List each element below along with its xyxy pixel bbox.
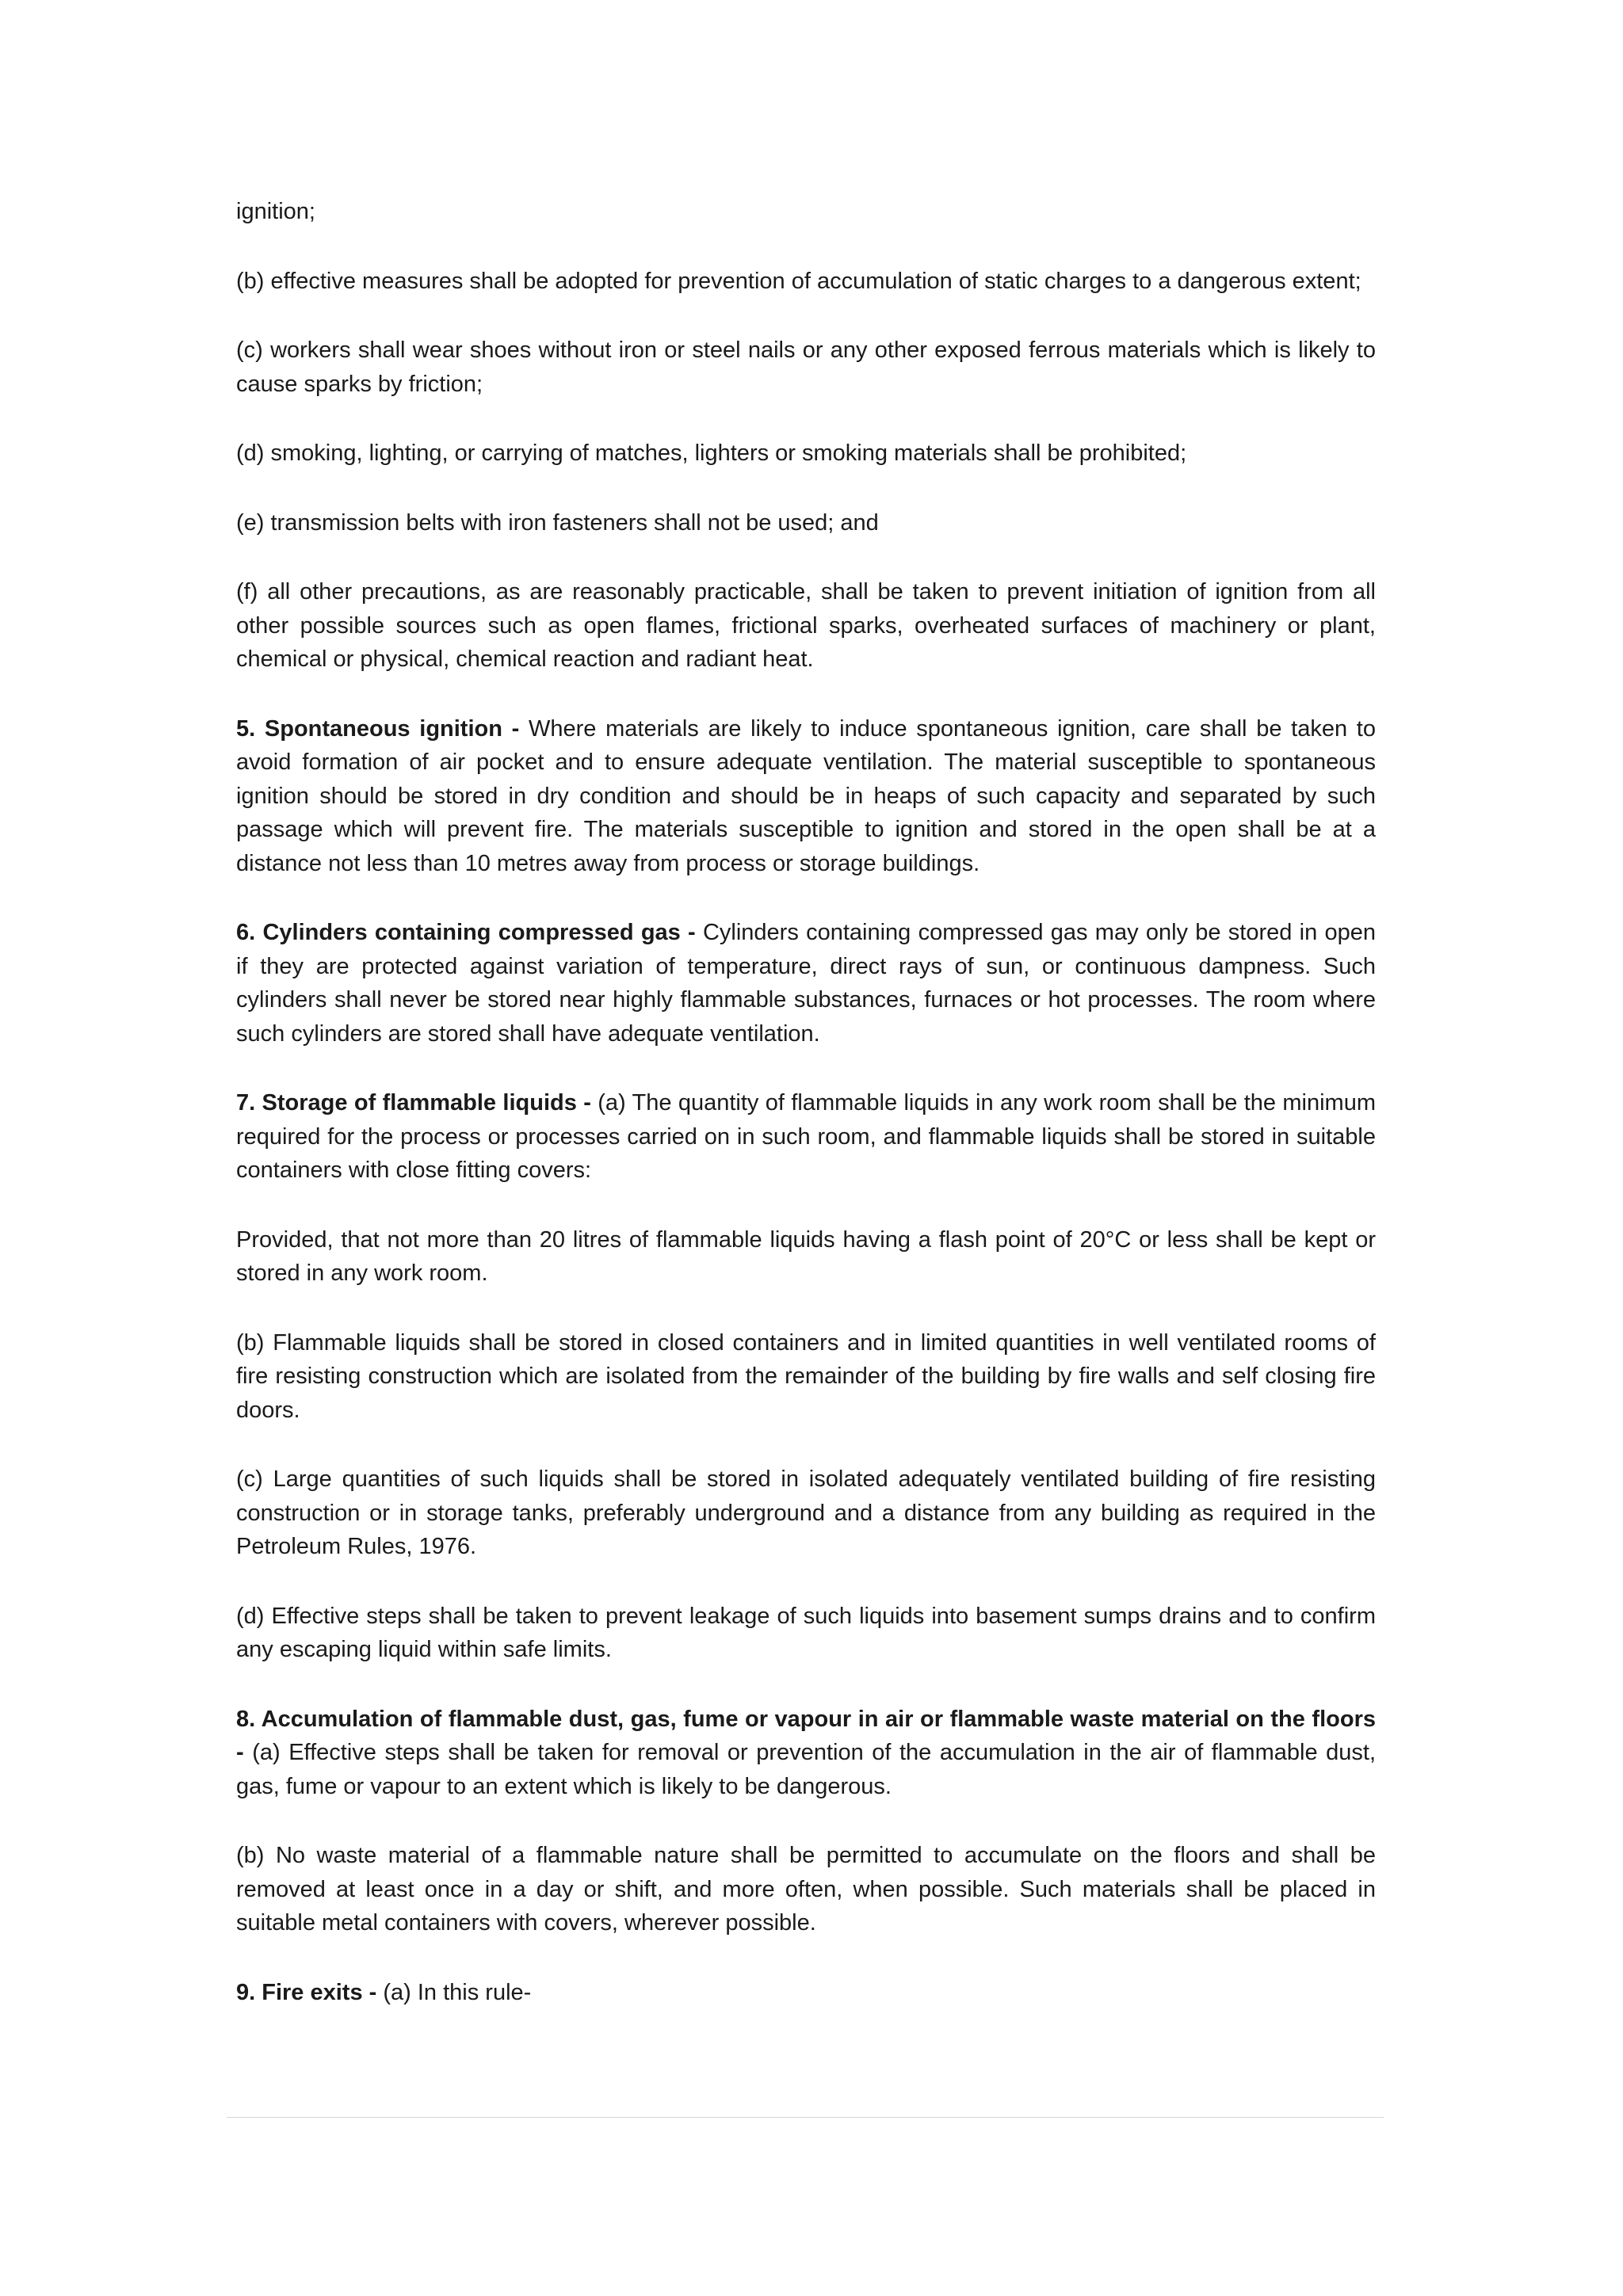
- footer-divider: [227, 2117, 1384, 2118]
- section-6-compressed-gas: [236, 916, 1376, 1051]
- paragraph-shoes: [236, 334, 1376, 401]
- section-heading: 7. Storage of flammable liquids -: [236, 1090, 598, 1116]
- paragraph-text: (d) smoking, lighting, or carrying of matches, lighters or smoking materials shall be prohibited;: [236, 441, 1187, 466]
- section-heading: 5. Spontaneous ignition -: [236, 715, 529, 742]
- section-heading: 9. Fire exits -: [236, 1979, 384, 2005]
- section-5-spontaneous-ignition: [236, 712, 1376, 881]
- section-heading: 8. Accumulation of flammable dust, gas, fume or vapour in air or flammable waste material on the floors -: [236, 1706, 1376, 1765]
- paragraph-static-charges: [236, 265, 1376, 299]
- paragraph-text: (d) Effective steps shall be taken to prevent leakage of such liquids into basement sumps drains and to confirm any escaping liquid within safe limits.: [236, 1603, 1376, 1662]
- paragraph-text: (c) workers shall wear shoes without iron or steel nails or any other exposed ferrous materials which is likely to cause sparks by friction;: [236, 338, 1376, 397]
- paragraph-large-quantities: [236, 1463, 1376, 1564]
- section-heading: 6. Cylinders containing compressed gas -: [236, 920, 703, 945]
- paragraph-text: Provided, that not more than 20 litres of flammable liquids having a flash point of 20°C or less shall be kept or stored in any work room.: [236, 1226, 1376, 1286]
- paragraph-text: (b) No waste material of a flammable nature shall be permitted to accumulate on the floors and shall be removed at least once in a day or shift, and more often, when possible. Such materials shall be placed in suitable metal containers with covers, wherever possible.: [236, 1843, 1376, 1936]
- paragraph-text: (e) transmission belts with iron fasteners shall not be used; and: [236, 509, 879, 536]
- paragraph-text: (b) effective measures shall be adopted for prevention of accumulation of static charges to a dangerous extent;: [236, 268, 1361, 294]
- paragraph-smoking: [236, 437, 1376, 471]
- paragraph-text: (a) In this rule-: [383, 1979, 532, 2005]
- section-8-accumulation: [236, 1703, 1376, 1804]
- paragraph-text: (a) Effective steps shall be taken for removal or prevention of the accumulation in the air of flammable dust, gas, fume or vapour to an extent which is likely to be dangerous.: [236, 1740, 1377, 1799]
- paragraph-text: Cylinders containing compressed gas may only be stored in open if they are protected against variation of temperature, direct rays of sun, or continuous dampness. Such cylinders shall never be stored near highly flammable substances, furnaces or hot processes. The room where such cylinders are stored shall have adequate ventilation.: [236, 920, 1376, 1047]
- paragraph-closed-containers: [236, 1326, 1376, 1428]
- paragraph-leakage: [236, 1600, 1376, 1667]
- paragraph-text: Where materials are likely to induce spontaneous ignition, care shall be taken to avoid formation of air pocket and to ensure adequate ventilation. The material susceptible to spontaneous ignition should be stored in dry condition and should be in heaps of such capacity and separated by such passage which will prevent fire. The materials susceptible to ignition and stored in the open shall be at a distance not less than 10 metres away from process or storage buildings.: [236, 715, 1376, 876]
- paragraph-proviso: [236, 1223, 1376, 1291]
- paragraph-waste-material: [236, 1839, 1376, 1940]
- paragraph-text: ignition;: [236, 199, 315, 224]
- paragraph-text: (c) Large quantities of such liquids shall be stored in isolated adequately ventilated building of fire resisting construction or in storage tanks, preferably underground and a distance from any building as required in the Petroleum Rules, 1976.: [236, 1466, 1376, 1559]
- paragraph-transmission-belts: [236, 506, 1376, 540]
- paragraph-text: (a) The quantity of flammable liquids in any work room shall be the minimum required for the process or processes carried on in such room, and flammable liquids shall be stored in suitable containers with close fitting covers:: [236, 1090, 1376, 1183]
- paragraph-text: (b) Flammable liquids shall be stored in closed containers and in limited quantities in well ventilated rooms of fire resisting construction which are isolated from the remainder of the building by fire walls and self closing fire doors.: [236, 1329, 1376, 1423]
- paragraph-text: (f) all other precautions, as are reasonably practicable, shall be taken to prevent initiation of ignition from all other possible sources such as open flames, frictional sparks, overheated surfaces of machinery or plant, chemical or physical, chemical reaction and radiant heat.: [236, 579, 1376, 672]
- section-9-fire-exits: [236, 1976, 1376, 2010]
- paragraph-ignition-continued: [236, 195, 1376, 229]
- section-7-flammable-liquids: [236, 1086, 1376, 1188]
- paragraph-other-precautions: [236, 575, 1376, 677]
- document-body: [236, 195, 1376, 2045]
